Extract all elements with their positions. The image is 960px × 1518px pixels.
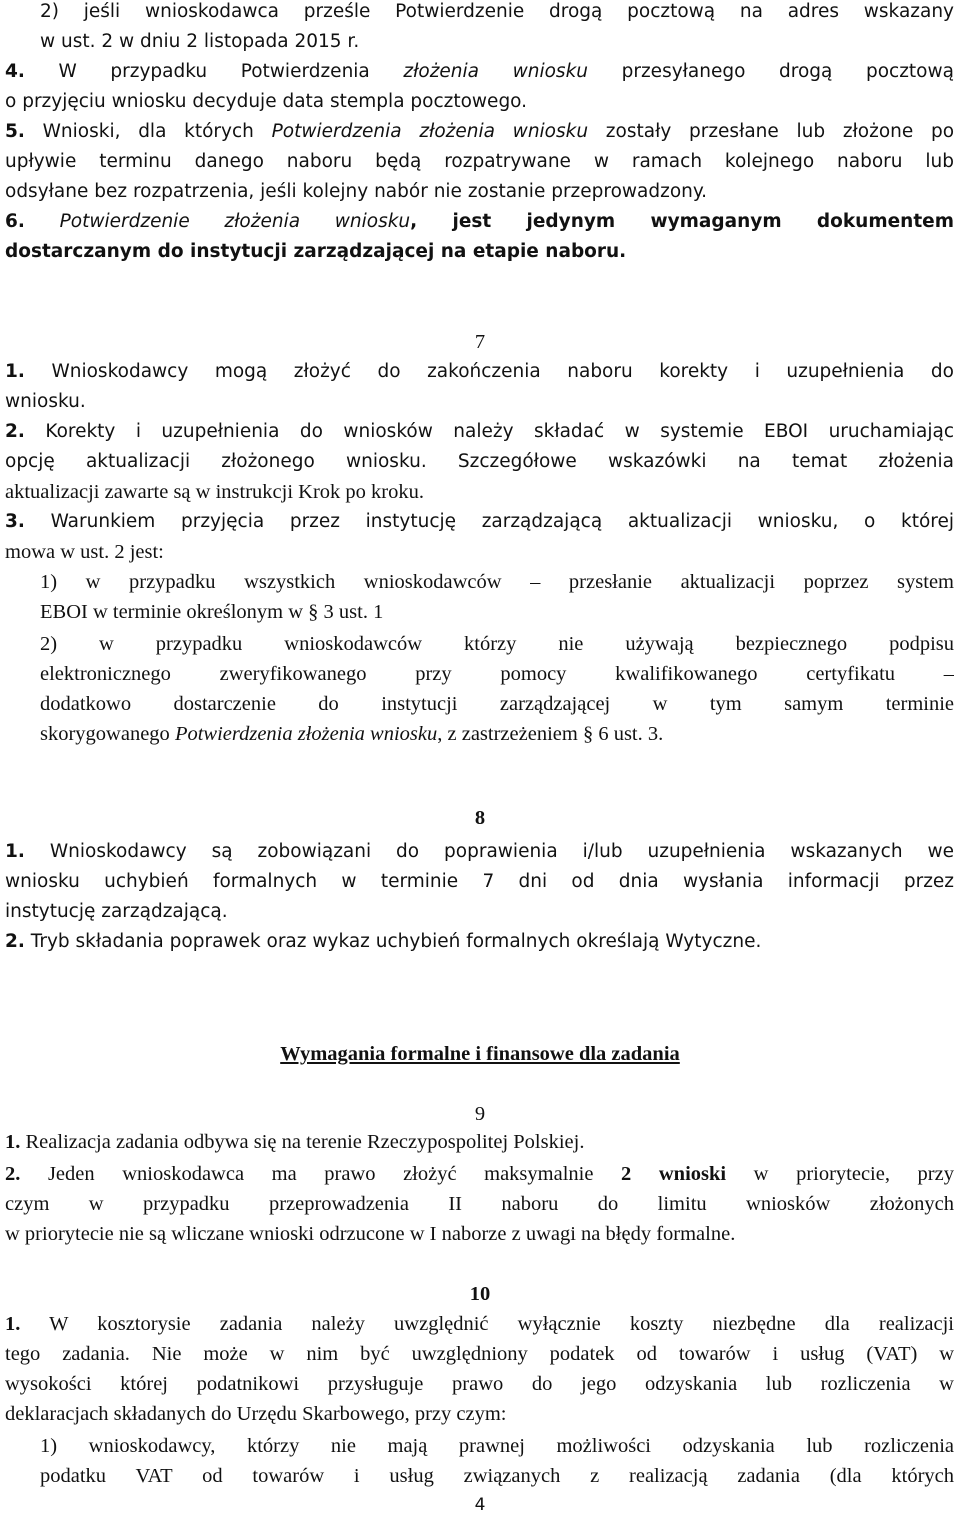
p6-item5-line1: 5. Wnioski, dla których Potwierdzenia złożenia wniosku zostały przesłane lub złożone po (5, 121, 954, 142)
p7-item1-line1: 1. Wnioskodawcy mogą złożyć do zakończenia naboru korekty i uzupełnienia do (5, 361, 954, 382)
p7-item3-line2: mowa w ust. 2 jest: (5, 541, 164, 563)
p9-item2-line2: czym w przypadku przeprowadzenia II naboru do limitu wniosków złożonych (5, 1193, 954, 1215)
item-number: 2. (5, 421, 25, 442)
item-number: 2. (5, 931, 25, 952)
p6-item4-line2: o przyjęciu wniosku decyduje data stempla pocztowego. (5, 91, 528, 112)
item-number: 2. (5, 1163, 21, 1185)
p7-sub1-line2: EBOI w terminie określonym w § 3 ust. 1 (40, 601, 384, 623)
p6-item2-line1: 2) jeśli wnioskodawca prześle Potwierdzenie drogą pocztową na adres wskazany (40, 1, 954, 22)
item-number: 3. (5, 511, 25, 532)
p7-item1-line2: wniosku. (5, 391, 86, 412)
p10-item1-line1: 1. W kosztorysie zadania należy uwzględnić wyłącznie koszty niezbędne dla realizacji (5, 1313, 954, 1335)
p6-item5-line2: upływie terminu danego naboru będą rozpatrywane w ramach kolejnego naboru lub (5, 151, 954, 172)
section-heading-8: 8 (474, 807, 486, 829)
p10-item1-line2: tego zadania. Nie może w nim być uwzględniony podatek od towarów i usług (VAT) w (5, 1343, 954, 1365)
item-number: 5. (5, 121, 25, 142)
item-number: 1. (5, 361, 25, 382)
item-number: 1. (5, 1313, 21, 1335)
p9-item1-line1: 1. Realizacja zadania odbywa się na terenie Rzeczypospolitej Polskiej. (5, 1131, 585, 1153)
p8-item2-line1: 2. Tryb składania poprawek oraz wykaz uchybień formalnych określają Wytyczne. (5, 931, 762, 952)
p10-sub1-line2: podatku VAT od towarów i usług związanych z realizacją zadania (dla których (40, 1465, 954, 1487)
p7-item2-line3: aktualizacji zawarte są w instrukcji Krok po kroku. (5, 481, 424, 503)
p7-sub2-line4: skorygowanego Potwierdzenia złożenia wniosku, z zastrzeżeniem § 6 ust. 3. (40, 723, 664, 745)
p10-item1-line4: deklaracjach składanych do Urzędu Skarbowego, przy czym: (5, 1403, 507, 1425)
p8-item1-line1: 1. Wnioskodawcy są zobowiązani do poprawienia i/lub uzupełnienia wskazanych we (5, 841, 954, 862)
p8-item1-line3: instytucję zarządzającą. (5, 901, 228, 922)
item-number: 1. (5, 1131, 21, 1153)
p8-item1-line2: wniosku uchybień formalnych w terminie 7 dni od dnia wysłania informacji przez (5, 871, 954, 892)
p7-item2-line1: 2. Korekty i uzupełnienia do wniosków należy składać w systemie EBOI uruchamiając (5, 421, 954, 442)
p9-item2-line1: 2. Jeden wnioskodawca ma prawo złożyć maksymalnie 2 wnioski w priorytecie, przy (5, 1163, 954, 1185)
p6-item5-line3: odsyłane bez rozpatrzenia, jeśli kolejny nabór nie zostanie przeprowadzony. (5, 181, 708, 202)
p9-item2-line3: w priorytecie nie są wliczane wnioski odrzucone w I naborze z uwagi na błędy formalne. (5, 1223, 736, 1245)
p7-sub2-line2: elektronicznego zweryfikowanego przy pomocy kwalifikowanego certyfikatu – (40, 663, 954, 685)
p6-item6-line2: dostarczanym do instytucji zarządzającej na etapie naboru. (5, 241, 627, 262)
page-number: 4 (474, 1495, 486, 1515)
p7-sub1-line1: 1) w przypadku wszystkich wnioskodawców – przesłanie aktualizacji poprzez system (40, 571, 954, 593)
p6-item6-line1: 6. Potwierdzenie złożenia wniosku, jest jedynym wymaganym dokumentem (5, 211, 954, 232)
section-heading-9: 9 (474, 1103, 486, 1125)
item-number: 4. (5, 61, 25, 82)
p7-item3-line1: 3. Warunkiem przyjęcia przez instytucję zarządzającą aktualizacji wniosku, o której (5, 511, 954, 532)
section-title: Wymagania formalne i finansowe dla zadania (280, 1043, 680, 1065)
p7-item2-line2: opcję aktualizacji złożonego wniosku. Szczegółowe wskazówki na temat złożenia (5, 451, 954, 472)
p10-item1-line3: wysokości której podatnikowi przysługuje prawo do jego odzyskania lub rozliczenia w (5, 1373, 954, 1395)
p7-sub2-line1: 2) w przypadku wnioskodawców którzy nie używają bezpiecznego podpisu (40, 633, 954, 655)
p6-item2-line2: w ust. 2 w dniu 2 listopada 2015 r. (40, 31, 360, 52)
p7-sub2-line3: dodatkowo dostarczenie do instytucji zarządzającej w tym samym terminie (40, 693, 954, 715)
section-heading-7: 7 (474, 331, 486, 353)
item-number: 6. (5, 211, 25, 232)
p10-sub1-line1: 1) wnioskodawcy, którzy nie mają prawnej możliwości odzyskania lub rozliczenia (40, 1435, 954, 1457)
p6-item4-line1: 4. W przypadku Potwierdzenia złożenia wniosku przesyłanego drogą pocztową (5, 61, 954, 82)
section-heading-10: 10 (469, 1283, 491, 1305)
item-number: 1. (5, 841, 25, 862)
